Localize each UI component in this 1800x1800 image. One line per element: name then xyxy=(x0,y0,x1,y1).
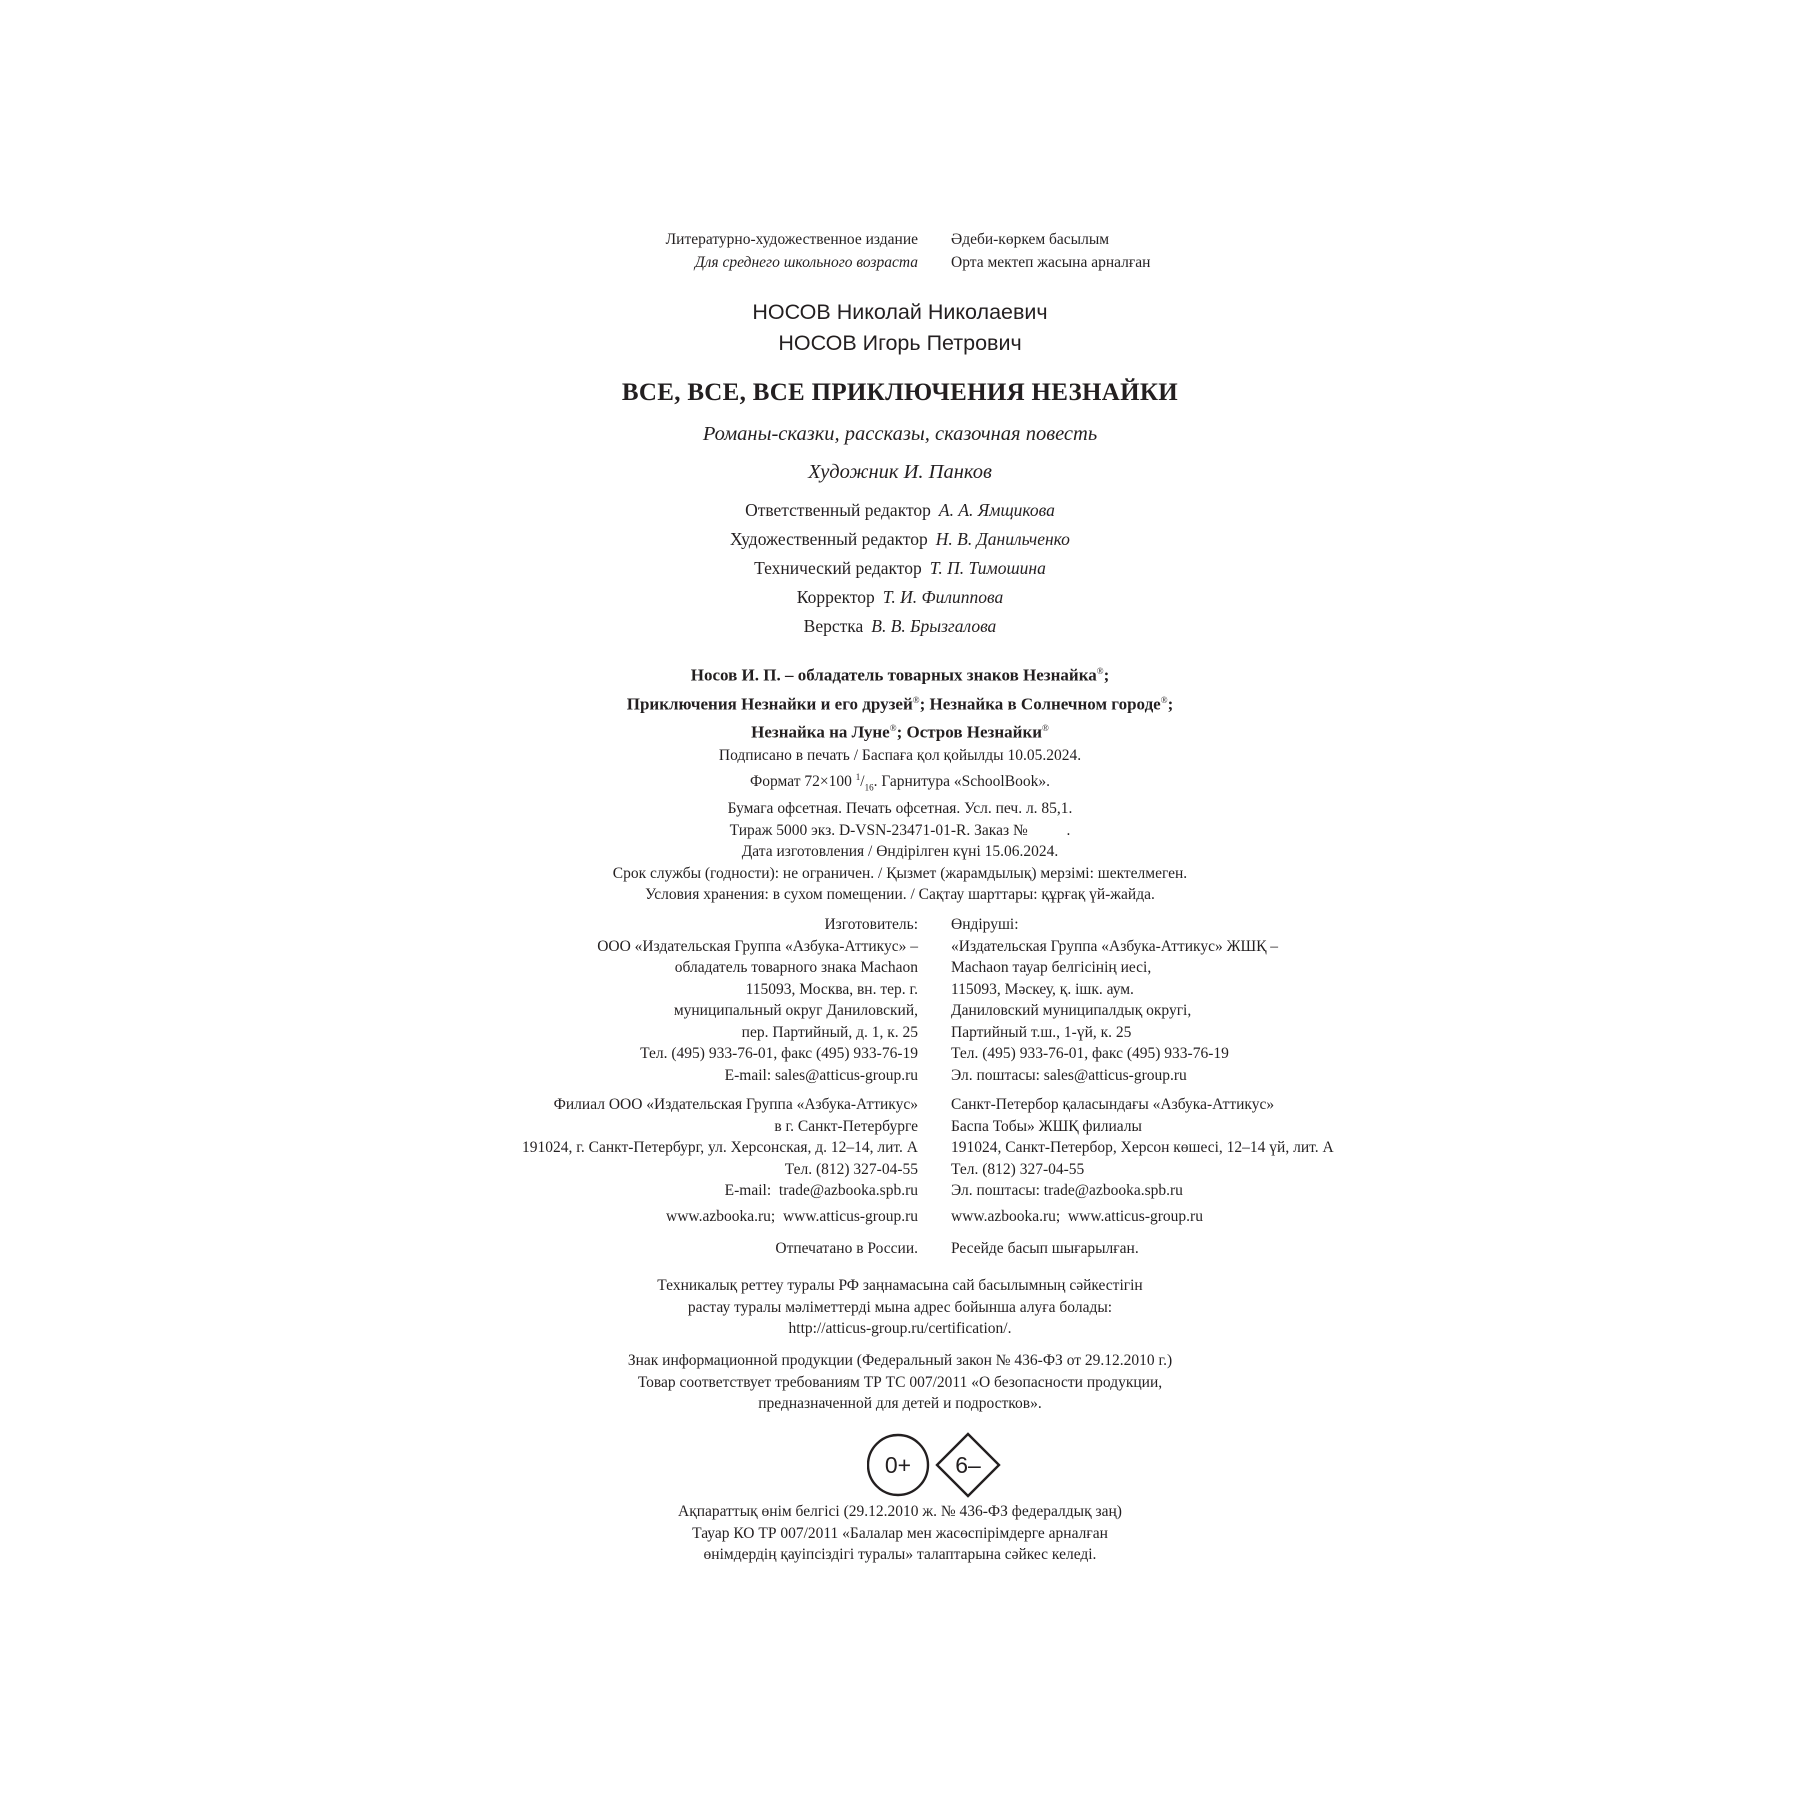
edition-type-kk: Әдеби-көркем басылым xyxy=(951,231,1110,248)
authors xyxy=(0,297,1800,359)
author-2: НОСОВ Игорь Петрович xyxy=(778,331,1022,355)
info-product-mark-kk: Ақпараттық өнім белгісі (29.12.2010 ж. № 436-ФЗ федералдық заң) Тауар КО ТР 007/2011 «Балалар мен жасөспірімдерге арналған өнімдердің қауіпсіздігі туралы» талаптарына сәйкес келеді. xyxy=(678,1503,1122,1563)
credit-item: Верстка В. В. Брызгалова xyxy=(803,616,997,636)
book-subtitle: Романы-сказки, рассказы, сказочная повесть xyxy=(702,423,1098,445)
credit-item: Художественный редактор Н. В. Данильченко xyxy=(730,529,1070,549)
format: Формат 72×100 $^1/_{16}$. Гарнитура «SchoolBook». xyxy=(750,771,1050,792)
author-1: НОСОВ Николай Николаевич xyxy=(752,300,1048,324)
trademarks-line-2: Приключения Незнайки и его друзей®; Незнайка в Солнечном городе®; xyxy=(626,694,1174,714)
manufacturer-ru: Изготовитель: ООО «Издательская Группа «Азбука-Аттикус» – обладатель товарного знака Machaon 115093, Москва, вн. тер. г. муниципальный округ Даниловский, пер. Партийный, д. 1, к. 25 Тел. (495) 933-76-01, факс (495) 933-76-19 E-mail: sales@atticus-group.ru xyxy=(597,916,918,1084)
age-badges-svg xyxy=(867,1431,1007,1501)
age-group-kk: Орта мектеп жасына арналған xyxy=(951,254,1151,271)
shelf-life: Срок службы (годности): не ограничен. / Қызмет (жарамдылық) мерзімі: шектелмеген. xyxy=(612,864,1188,882)
websites-ru: www.azbooka.ru; www.atticus-group.ru xyxy=(666,1208,918,1225)
certification-url: http://atticus-group.ru/certification/. xyxy=(788,1320,1012,1337)
manufacturer-kk: Өндіруші: «Издательская Группа «Азбука-Аттикус» ЖШҚ – Machaon тауар белгісінің иесі, 115093, Мәскеу, қ. ішк. аум. Даниловский муниципалдық округі, Партийный т.ш., 1-үй, к. 25 Тел. (495) 933-76-01, факс (495) 933-76-19 Эл. поштасы: sales@atticus-group.ru xyxy=(951,916,1279,1084)
manufacture-date: Дата изготовления / Өндірілген күні 15.06.2024. xyxy=(741,843,1059,861)
age-group-ru: Для среднего школьного возраста xyxy=(694,254,918,271)
print-run: Тираж 5000 экз. D-VSN-23471-01-R. Заказ № . xyxy=(729,821,1071,839)
illustrator: Художник И. Панков xyxy=(808,461,992,483)
websites-kk: www.azbooka.ru; www.atticus-group.ru xyxy=(951,1208,1203,1225)
credit-item: Ответственный редактор А. А. Ямщикова xyxy=(745,500,1055,520)
printed-in-kk: Ресейде басып шығарылған. xyxy=(951,1240,1139,1257)
age-circle-label: 0+ xyxy=(884,1452,912,1478)
info-product-mark-ru: Знак информационной продукции (Федеральный закон № 436-ФЗ от 29.12.2010 г.) Товар соответствует требованиям ТР ТС 007/2011 «О безопасности продукции, предназначенной для детей и подростков». xyxy=(627,1352,1173,1412)
edition-type-ru: Литературно-художественное издание xyxy=(665,231,918,248)
age-diamond-label: 6– xyxy=(955,1452,981,1478)
paper-info: Бумага офсетная. Печать офсетная. Усл. печ. л. 85,1. xyxy=(727,800,1073,818)
credit-item: Технический редактор Т. П. Тимошина xyxy=(754,558,1046,578)
trademarks-notice xyxy=(0,659,1800,745)
trademarks-line-1: Носов И. П. – обладатель товарных знаков Незнайка®; xyxy=(690,665,1110,685)
trademarks-line-3: Незнайка на Луне®; Остров Незнайки® xyxy=(751,722,1049,742)
credit-item: Корректор Т. И. Филиппова xyxy=(796,587,1004,607)
credits-list xyxy=(0,496,1800,641)
branch-kk: Санкт-Петербор қаласындағы «Азбука-Аттикус» Баспа Тобы» ЖШҚ филиалы 191024, Санкт-Петербор, Херсон көшесі, 12–14 үй, лит. А Тел. (812) 327-04-55 Эл. поштасы: trade@azbooka.spb.ru xyxy=(951,1096,1334,1199)
signed-date: Подписано в печать / Баспаға қол қойылды 10.05.2024. xyxy=(718,747,1082,764)
age-rating-badges xyxy=(867,1431,1007,1501)
printed-in-ru: Отпечатано в России. xyxy=(775,1240,918,1257)
edition-block-ru xyxy=(666,229,918,273)
certification-notice: Техникалық реттеу туралы РФ заңнамасына сай басылымның сәйкестігін растау туралы мәліметтерді мына адрес бойынша алуға болады: http://atticus-group.ru/certification/. xyxy=(0,1275,1800,1340)
edition-block-kk xyxy=(951,229,1150,273)
book-title: ВСЕ, ВСЕ, ВСЕ ПРИКЛЮЧЕНИЯ НЕЗНАЙКИ xyxy=(621,379,1179,406)
storage-conditions: Условия хранения: в сухом помещении. / Сақтау шарттары: құрғақ үй-жайда. xyxy=(645,886,1155,904)
branch-ru: Филиал ООО «Издательская Группа «Азбука-Аттикус» в г. Санкт-Петербурге 191024, г. Санкт-Петербург, ул. Херсонская, д. 12–14, лит. А Тел. (812) 327-04-55 E-mail: trade@azbooka.spb.ru xyxy=(522,1096,918,1199)
print-details xyxy=(0,745,1800,906)
